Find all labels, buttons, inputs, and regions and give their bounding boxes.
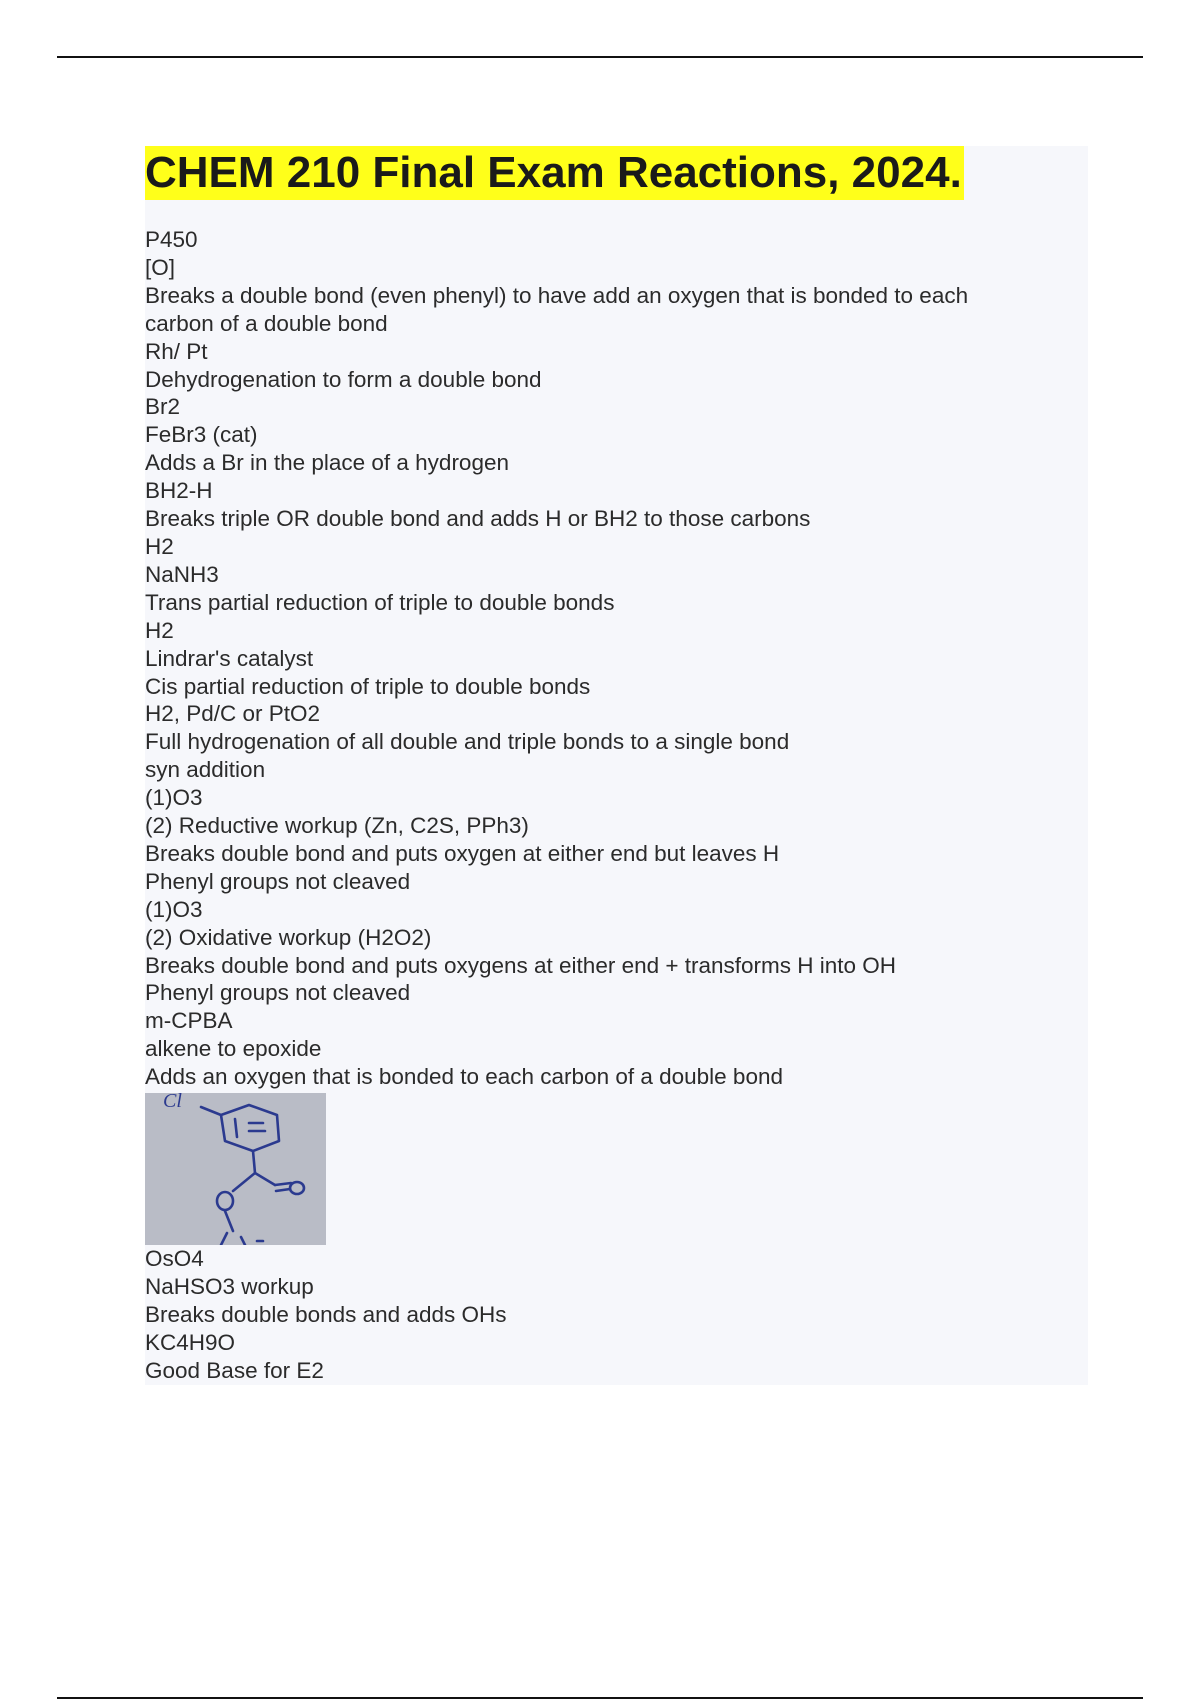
note-line: NaHSO3 workup [145,1274,314,1299]
note-line: NaNH3 [145,561,219,587]
molecule-sketch-image [145,1093,326,1245]
notes-list [145,226,1088,1385]
notes-before-sketch [145,226,1088,1091]
note-line: Cis partial reduction of triple to double bonds [145,673,591,699]
note-line: BH2-H [145,478,213,504]
note-line: Good Base for E2 [145,1357,324,1383]
note-line: P450 [145,227,198,252]
note-line: (1)O3 [145,785,203,811]
note-line: Full hydrogenation of all double and triple bonds to a single bond [145,729,790,755]
note-line: carbon of a double bond [145,310,388,336]
note-line: (2) Reductive workup (Zn, C2S, PPh3) [145,813,529,839]
note-line: Adds an oxygen that is bonded to each carbon of a double bond [145,1064,783,1090]
bottom-rule [57,1697,1143,1699]
note-line: Breaks double bonds and adds OHs [145,1301,507,1327]
document-title: CHEM 210 Final Exam Reactions, 2024. [145,146,964,200]
note-line: OsO4 [145,1246,204,1272]
note-line: KC4H9O [145,1329,236,1355]
note-line: Breaks double bond and puts oxygen at either end but leaves H [145,840,780,866]
note-line: [O] [145,254,176,280]
note-line: (1)O3 [145,896,203,922]
note-line: H2 [145,617,174,643]
note-line: syn addition [145,757,266,783]
note-line: (2) Oxidative workup (H2O2) [145,924,432,950]
note-line: Rh/ Pt [145,338,208,364]
note-line: H2 [145,533,174,559]
top-rule [57,56,1143,58]
note-line: Phenyl groups not cleaved [145,868,411,894]
note-line: m-CPBA [145,1008,233,1034]
note-line: alkene to epoxide [145,1036,322,1062]
sketch-chlorine-label: Cl [163,1093,182,1113]
note-line: FeBr3 (cat) [145,422,258,448]
notes-after-sketch [145,1245,1088,1385]
note-line: H2, Pd/C or PtO2 [145,701,321,727]
note-line: Trans partial reduction of triple to double bonds [145,589,615,615]
note-line: Breaks double bond and puts oxygens at either end + transforms H into OH [145,952,897,978]
note-line: Dehydrogenation to form a double bond [145,366,542,392]
note-line: Adds a Br in the place of a hydrogen [145,450,509,476]
note-line: Breaks triple OR double bond and adds H or BH2 to those carbons [145,506,811,532]
note-line: Lindrar's catalyst [145,645,314,671]
note-line: Phenyl groups not cleaved [145,980,411,1006]
document-body [145,146,1088,1385]
note-line: Br2 [145,394,181,420]
note-line: Breaks a double bond (even phenyl) to have add an oxygen that is bonded to each [145,282,969,308]
